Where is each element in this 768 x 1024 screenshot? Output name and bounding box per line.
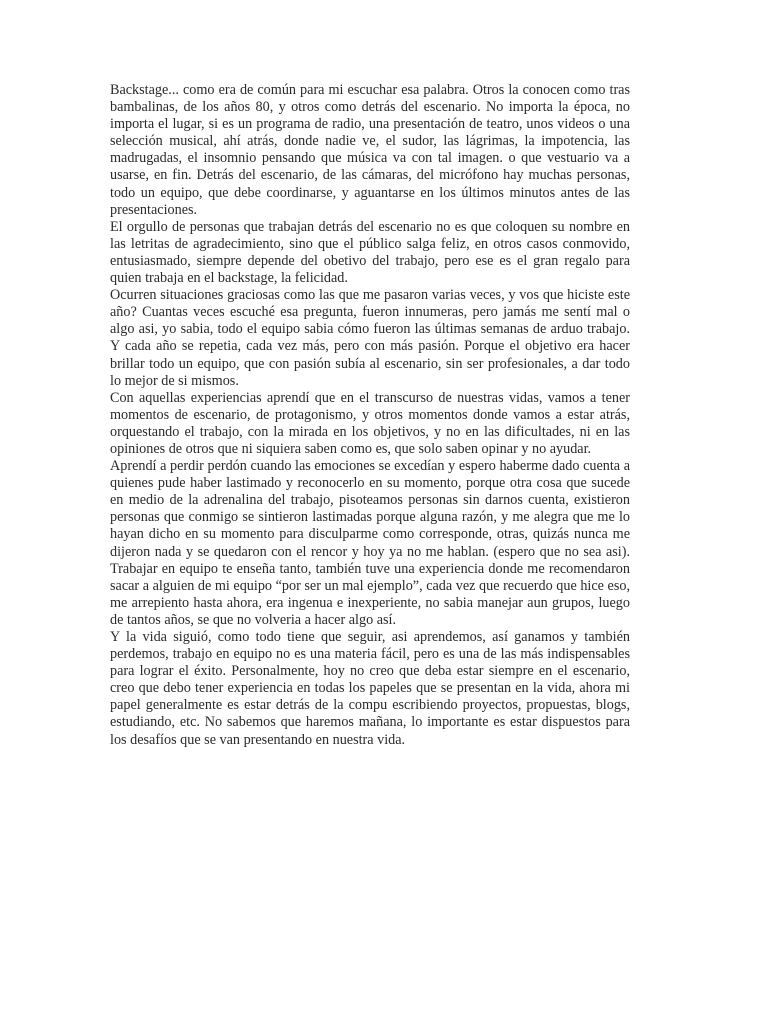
paragraph-experiencias: Con aquellas experiencias aprendí que en el transcurso de nuestras vidas, vamos a tener momentos de escenario, de protagonismo, y otros momentos donde vamos a estar atrás, orquestando el trabajo, con la mirada en los objetivos, y no en las dificultades, ni en las opiniones de otros que ni siquiera saben como es, que solo saben opinar y no ayudar. — [110, 389, 630, 457]
paragraph-perdon: Aprendí a perdir perdón cuando las emociones se excedían y espero haberme dado cuenta a quienes pude haber lastimado y reconocerlo en su momento, porque otra cosa que sucede en medio de la adrenalina del trabajo, pisoteamos personas sin darnos cuenta, existieron personas que conmigo se sintieron lastimadas porque alguna razón, y me alegra que me lo hayan dicho en su momento para disculparme como corresponde, otras, quizás nunca me dijeron nada y se quedaron con el rencor y hoy ya no me hablan. (espero que no sea asi). Trabajar en equipo te enseña tanto, también tuve una experiencia donde me recomendaron sacar a alguien de mi equipo “por ser un mal ejemplo”, cada vez que recuerdo que hice eso, me arrepiento hasta ahora, era ingenua e inexperiente, no sabia manejar aun grupos, luego de tantos años, se que no volveria a hacer algo así. — [110, 458, 630, 628]
paragraph-la-vida-siguio: Y la vida siguió, como todo tiene que seguir, asi aprendemos, así ganamos y también perdemos, trabajo en equipo no es una materia fácil, pero es una de las más indispensables para lograr el éxito. Personalmente, hoy no creo que deba estar siempre en el escenario, creo que debo tener experiencia en todas los papeles que se presentan en la vida, ahora mi papel generalmente es estar detrás de la compu escribiendo proyectos, propuestas, blogs, estudiando, etc. No sabemos que haremos mañana, lo importante es estar dispuestos para los desafíos que se van presentando en nuestra vida. — [110, 629, 630, 748]
paragraph-backstage-intro: Backstage... como era de común para mi escuchar esa palabra. Otros la conocen como tras bambalinas, de los años 80, y otros como detrás del escenario. No importa la época, no importa el lugar, si es un programa de radio, una presentación de teatro, unos videos o una selección musical, ahí atrás, donde nadie ve, el sudor, las lágrimas, la impotencia, las madrugadas, el insomnio pensando que música va con tal imagen. o que vestuario va a usarse, en fin. Detrás del escenario, de las cámaras, del micrófono hay muchas personas, todo un equipo, que debe coordinarse, y aguantarse en los últimos minutos antes de las presentaciones. — [110, 82, 630, 218]
paragraph-orgullo: El orgullo de personas que trabajan detrás del escenario no es que coloquen su nombre en las letritas de agradecimiento, sino que el público salga feliz, en otros casos conmovido, entusiasmado, siempre depende del obetivo del trabajo, pero ese es el gran regalo para quien trabaja en el backstage, la felicidad. — [110, 218, 630, 287]
document-body — [110, 82, 630, 749]
paragraph-situaciones-graciosas: Ocurren situaciones graciosas como las que me pasaron varias veces, y vos que hiciste este año? Cuantas veces escuché esa pregunta, fueron innumeras, pero jamás me sentí mal o algo asi, yo sabia, todo el equipo sabia cómo fueron las últimas semanas de arduo trabajo. Y cada año se repetia, cada vez más, pero con más pasión. Porque el objetivo era hacer brillar todo un equipo, que con pasión subía al escenario, sin ser profesionales, a dar todo lo mejor de si mismos. — [110, 287, 630, 389]
